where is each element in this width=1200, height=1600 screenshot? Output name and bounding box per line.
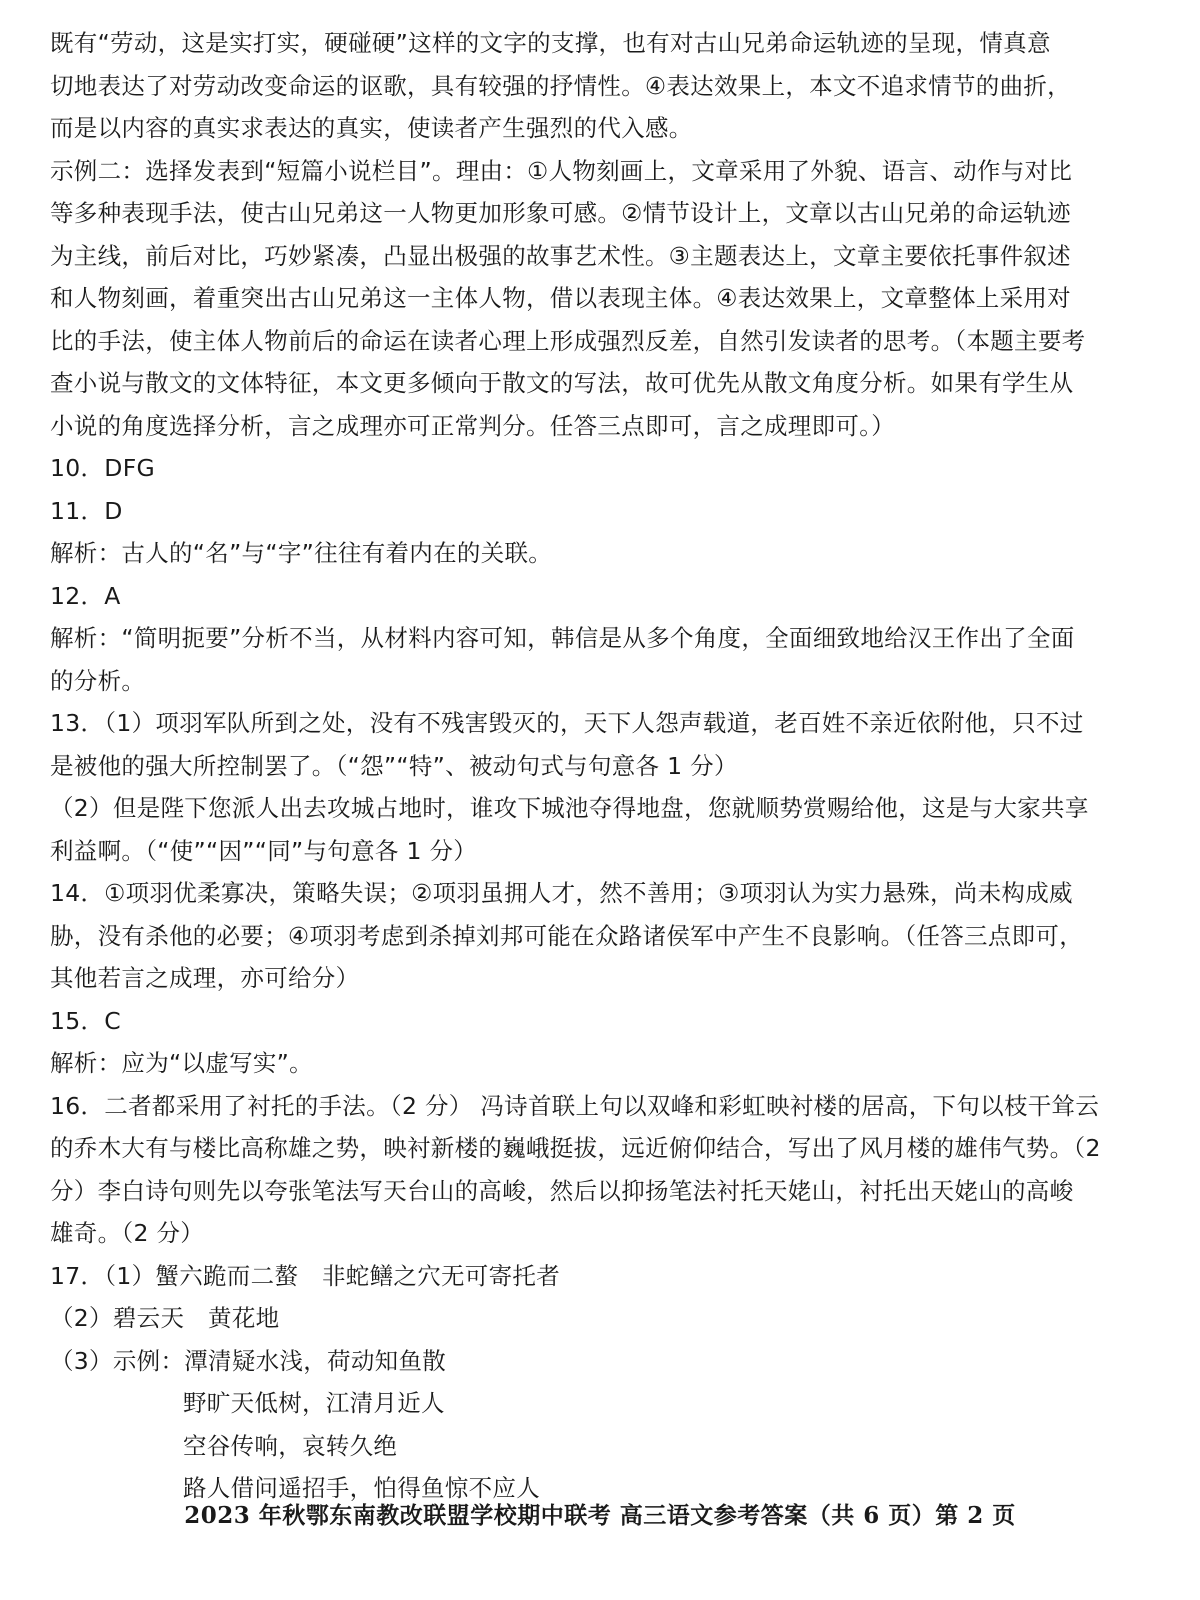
text-line-1: 既有“劳动，这是实打实，硬碰硬”这样的文字的支撑，也有对古山兄弟命运轨迹的呈现，情真意 [50, 29, 1051, 57]
analysis-11: 解析：古人的“名”与“字”往往有着内在的关联。 [50, 539, 553, 567]
text-line-4: 示例二：选择发表到“短篇小说栏目”。理由：①人物刻画上，文章采用了外貌、语言、动作与对比 [50, 156, 1073, 185]
answer-16-line-1: 16．二者都采用了衬托的手法。（2 分） 冯诗首联上句以双峰和彩虹映衬楼的居高，下句以枝干耸云 [50, 1091, 1100, 1120]
answer-17-1: 17．（1）蟹六跪而二螯 非蛇鳝之穴无可寄托者 [50, 1261, 561, 1290]
answer-17-3: （3）示例：潭清疑水浅，荷动知鱼散 [50, 1346, 447, 1375]
answer-13-1-line-1: 13．（1）项羽军队所到之处，没有不残害毁灭的，天下人怨声载道，老百姓不亲近依附他，只不过 [50, 709, 1084, 737]
analysis-15: 解析：应为“以虚写实”。 [50, 1049, 313, 1077]
text-line-5: 等多种表现手法，使古山兄弟这一人物更加形象可感。②情节设计上，文章以古山兄弟的命运轨迹 [50, 199, 1071, 227]
text-line-8: 比的手法，使主体人物前后的命运在读者心理上形成强烈反差，自然引发读者的思考。（本题主要考 [50, 326, 1086, 355]
answer-16-line-3: 分）李白诗句则先以夸张笔法写天台山的高峻，然后以抑扬笔法衬托天姥山，衬托出天姥山的高峻 [50, 1176, 1074, 1205]
analysis-12-line-2: 的分析。 [50, 666, 146, 695]
text-line-7: 和人物刻画，着重突出古山兄弟这一主体人物，借以表现主体。④表达效果上，文章整体上采用对 [50, 284, 1071, 312]
answer-text-body [50, 22, 1160, 1510]
answer-16-line-2: 的乔木大有与楼比高称雄之势，映衬新楼的巍峨挺拔，远近俯仰结合，写出了风月楼的雄伟气势。（2 [50, 1134, 1101, 1162]
answer-13-2-line-2: 利益啊。（“使”“因”“同”与句意各 1 分） [50, 836, 478, 865]
answer-14-line-2: 胁，没有杀他的必要；④项羽考虑到杀掉刘邦可能在众路诸侯军中产生不良影响。（任答三点即可， [50, 921, 1084, 950]
text-line-3: 而是以内容的真实求表达的真实，使读者产生强烈的代入感。 [50, 114, 693, 142]
poem-example-3: 空谷传响，哀转久绝 [183, 1431, 398, 1460]
poem-example-4: 路人借问遥招手，怕得鱼惊不应人 [183, 1474, 540, 1502]
answer-10: 10．DFG [50, 454, 156, 482]
answer-16-line-4: 雄奇。（2 分） [50, 1219, 205, 1247]
answer-12: 12．A [50, 581, 121, 610]
text-line-6: 为主线，前后对比，巧妙紧凑，凸显出极强的故事艺术性。③主题表达上，文章主要依托事件叙述 [50, 241, 1071, 270]
answer-17-2: （2）碧云天 黄花地 [50, 1304, 280, 1332]
answer-13-2-line-1: （2）但是陛下您派人出去攻城占地时，谁攻下城池夺得地盘，您就顺势赏赐给他，这是与大家共享 [50, 794, 1089, 822]
text-line-10: 小说的角度选择分析，言之成理亦可正常判分。任答三点即可，言之成理即可。） [50, 411, 896, 440]
answer-13-1-line-2: 是被他的强大所控制罢了。（“怨”“特”、被动句式与句意各 1 分） [50, 751, 738, 780]
answer-15: 15．C [50, 1006, 122, 1035]
answer-14-line-3: 其他若言之成理，亦可给分） [50, 964, 360, 992]
text-line-2: 切地表达了对劳动改变命运的讴歌，具有较强的抒情性。④表达效果上，本文不追求情节的曲折， [50, 71, 1071, 100]
answer-11: 11．D [50, 496, 123, 525]
analysis-12-line-1: 解析：“简明扼要”分析不当，从材料内容可知，韩信是从多个角度，全面细致地给汉王作出了全面 [50, 624, 1075, 652]
text-line-9: 查小说与散文的文体特征，本文更多倾向于散文的写法，故可优先从散文角度分析。如果有学生从 [50, 369, 1074, 397]
page-footer: 2023 年秋鄂东南教改联盟学校期中联考 高三语文参考答案（共 6 页）第 2 页 [184, 1502, 1016, 1529]
answer-14-line-1: 14．①项羽优柔寡决，策略失误；②项羽虽拥人才，然不善用；③项羽认为实力悬殊，尚未构成威 [50, 879, 1073, 907]
poem-example-2: 野旷天低树，江清月近人 [183, 1389, 445, 1417]
